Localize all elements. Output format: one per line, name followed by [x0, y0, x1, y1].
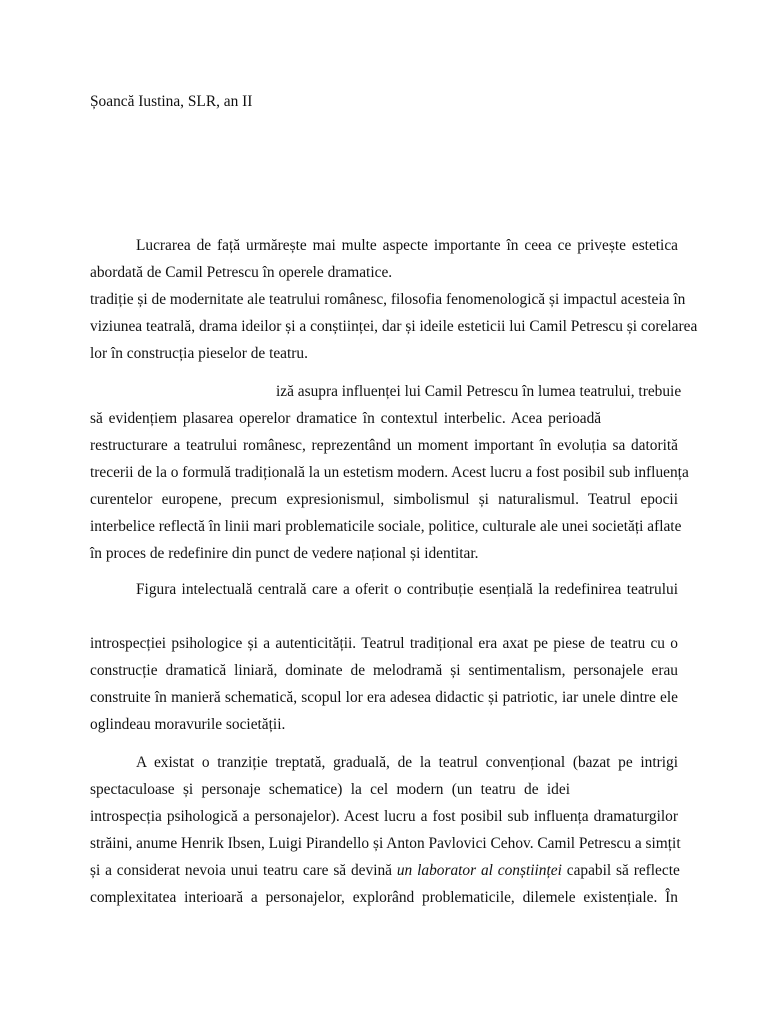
paragraph-3-line-3: construcție dramatică liniară, dominate de melodramă și sentimentalism, personajele erau: [90, 662, 678, 679]
paragraph-4-line-5: [90, 862, 678, 880]
paragraph-4-line-2: spectaculoase și personaje schematice) la cel modern (un teatru de idei: [90, 781, 570, 798]
paragraph-3-line-5: oglindeau moravurile societății.: [90, 716, 286, 733]
author-line: Șoancă Iustina, SLR, an II: [90, 93, 253, 110]
paragraph-2-line-4: trecerii de la o formulă tradițională la un estetism modern. Acest lucru a fost posibil sub influența: [90, 464, 689, 481]
paragraph-3-line-1: Figura intelectuală centrală care a oferit o contribuție esențială la redefinirea teatrului: [136, 581, 678, 598]
paragraph-4-line-1: A existat o tranziție treptată, graduală, de la teatrul convențional (bazat pe intrigi: [136, 754, 678, 771]
paragraph-1-line-3: tradiție și de modernitate ale teatrului românesc, filosofia fenomenologică și impactul acesteia în: [90, 291, 686, 308]
paragraph-2-line-7: în proces de redefinire din punct de vedere național și identitar.: [90, 545, 479, 562]
paragraph-2-line-6: interbelice reflectă în linii mari problematicile sociale, politice, culturale ale unei societăți aflate: [90, 518, 682, 535]
paragraph-2-line-2: să evidențiem plasarea operelor dramatice în contextul interbelic. Acea perioadă: [90, 410, 602, 427]
emphasis-laborator: un laborator al conștiinței: [396, 862, 562, 879]
paragraph-1-line-2: abordată de Camil Petrescu în operele dramatice.: [90, 264, 393, 281]
paragraph-1-line-4: viziunea teatrală, drama ideilor și a conștiinței, dar și ideile esteticii lui Camil Petrescu și corelarea: [90, 318, 698, 335]
paragraph-2-line-1: iză asupra influenței lui Camil Petrescu în lumea teatrului, trebuie: [276, 383, 682, 400]
paragraph-1-line-1: Lucrarea de față urmărește mai multe aspecte importante în ceea ce privește estetica: [136, 237, 678, 254]
paragraph-4-line-3: introspecția psihologică a personajelor). Acest lucru a fost posibil sub influența dramaturgilor: [90, 808, 678, 825]
paragraph-4-line-5-end: capabil să reflecte: [561, 862, 680, 879]
paragraph-4-line-5-start: și a considerat nevoia unui teatru care să devină: [90, 862, 397, 879]
paragraph-4-line-4: străini, anume Henrik Ibsen, Luigi Pirandello și Anton Pavlovici Cehov. Camil Petrescu a simțit: [90, 835, 681, 852]
paragraph-3-line-4: construite în manieră schematică, scopul lor era adesea didactic și patriotic, iar unele dintre ele: [90, 689, 678, 706]
paragraph-4-line-6: complexitatea interioară a personajelor, explorând problematicile, dilemele existențiale. În: [90, 889, 678, 906]
paragraph-3-line-2: introspecției psihologice și a autenticității. Teatrul tradițional era axat pe piese de teatru cu o: [90, 635, 678, 652]
paragraph-2-line-5: curentelor europene, precum expresionismul, simbolismul și naturalismul. Teatrul epocii: [90, 491, 678, 508]
paragraph-2-line-3: restructurare a teatrului românesc, reprezentând un moment important în evoluția sa datorită: [90, 437, 678, 454]
paragraph-1-line-5: lor în construcția pieselor de teatru.: [90, 345, 308, 362]
